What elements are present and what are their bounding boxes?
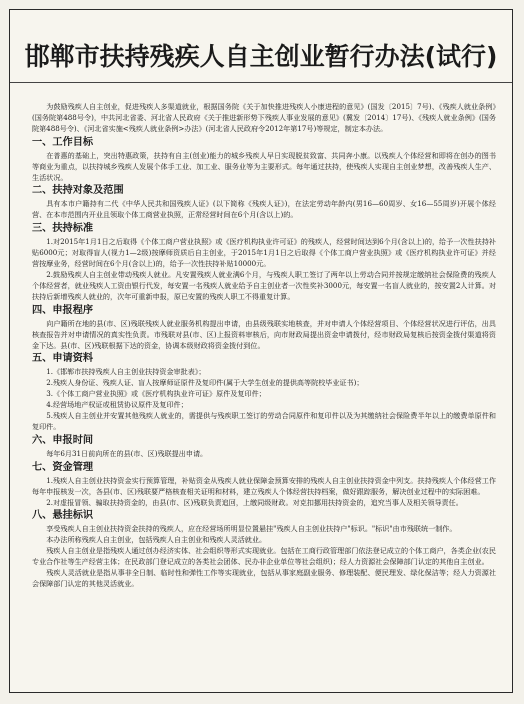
section-heading-deadline: 六、申报时间 (32, 434, 94, 446)
section-heading-materials: 五、申请资料 (32, 353, 94, 365)
section-body-deadline: 每年6月31日前向所在的县(市、区)残联提出申请。 (46, 448, 208, 458)
materials-item: 5.残疾人自主创业并安置其他残疾人就业的，需提供与残疾职工签订的劳动合同原件和复印件以及为其缴纳社会保险费半年以上的缴费单原件和复印件。 (32, 411, 496, 431)
section-heading-standards: 三、扶持标准 (32, 223, 94, 235)
materials-item: 4.经营场地产权证或租赁协议原件及复印件； (46, 400, 188, 410)
section-body-targets: 具有本市户籍持有二代《中华人民共和国残疾人证》(以下简称《残疾人证》)，在法定劳动年龄内(男16—60周岁、女16—55周岁)开展个体经营、在本市范围内开业且领取个体工商营业执照，正常经营时间在6个月(含以上)的。 (32, 199, 496, 220)
standards-item: 2.鼓励残疾人自主创业带动残疾人就业。凡安置残疾人就业满6个月，与残疾人职工签订了两年以上劳动合同并按规定缴纳社会保险费的残疾人个体经营者，就业残疾人工资由银行代发，每安置一名残疾人就业给予自主创业者一次性奖补3000元，每安置一名盲人就业的，按安置2人计算。对扶持后新增残疾人就业的，次年可重新申报，原已安置的残疾人职工不得重复计算。 (32, 269, 496, 301)
intro-paragraph: 为鼓励残疾人自主创业，促进残疾人多渠道就业，根据国务院《关于加快推进残疾人小康进程的意见》(国发〔2015〕7号)、《残疾人就业条例》(国务院第488号令)，中共河北省委、河北省人民政府《关于推进新形势下残疾人事业发展的意见》(冀发〔2014〕17号)、《残疾人就业条例》(国务院第488号令)、《河北省实施<残疾人就业条例>办法》(河北省人民政府令2012年第17号)等规定，制定本办法。 (32, 102, 496, 133)
section-body-goals: 在普惠的基础上，突出特惠政策，扶持有自主(创业)能力的城乡残疾人早日实现脱贫致富、共同奔小康。以残疾人个体经营和即将在创办的图书等商业为重点，以扶持城乡残疾人发展个体手工业、加工业、服务业等为主要形式。每年通过扶持，使残疾人实现自主创业梦想，改善残疾人生产、生活状况。 (32, 150, 496, 182)
funds-item: 1.残疾人自主创业扶持资金实行预算管理，补贴资金从残疾人就业保障金预算安排的残疾人自主创业扶持资金中列支。扶持残疾人个体经营工作每年申报核发一次，各县(市、区)残联要严格核查相关证明和材料，建立残疾人个体经营扶持档案，做好跟踪服务，解决创业过程中的实际困难。 (32, 475, 496, 496)
section-heading-funds: 七、资金管理 (32, 461, 94, 473)
section-heading-signage: 八、悬挂标识 (32, 510, 94, 522)
section-heading-targets: 二、扶持对象及范围 (32, 185, 124, 197)
signage-paragraph: 本办法所称残疾人自主创业，包括残疾人自主创业和残疾人灵活就业。 (46, 535, 267, 545)
materials-item: 2.残疾人身份证、残疾人证、盲人按摩师证原件及复印件(属于大学生创业的提供高等院校毕业证书)； (46, 378, 364, 388)
section-heading-procedure: 四、申报程序 (32, 304, 94, 316)
funds-item: 2.对虚报冒领、骗取扶持资金的，由县(市、区)残联负责追回，上缴同级财政。对克扣挪用扶持资金的，追究当事人及相关领导责任。 (46, 497, 463, 507)
document-page (9, 9, 513, 693)
materials-item: 3.《个体工商户营业执照》或《医疗机构执业许可证》原件及复印件； (46, 389, 266, 399)
signage-paragraph: 残疾人自主创业是指残疾人通过创办经济实体、社会组织等形式实现就业。包括在工商行政管理部门依法登记成立的个体工商户，各类企业(农民专业合作社等生产经营主体；在民政部门登记成立的各类社会团体、民办非企业单位等社会组织)；经人力资源社会保障部门认定的其他自主创业。 (32, 546, 496, 567)
document-title: 邯郸市扶持残疾人自主创业暂行办法(试行) (10, 40, 512, 83)
materials-item: 1.《邯郸市扶持残疾人自主创业扶持资金审批表》； (46, 367, 206, 377)
signage-paragraph: 享受残疾人自主创业扶持资金扶持的残疾人，应在经营场所明显位置悬挂"残疾人自主创业扶持户"标识。"标识"由市残联统一制作。 (46, 524, 457, 534)
standards-item: 1.对2015年1月1日之后取得《个体工商户营业执照》或《医疗机构执业许可证》的残疾人，经营时间达到6个月(含以上)的，给予一次性扶持补贴6000元；对取得盲人(视力1—2级)按摩师资质后自主创业，于2015年1月1日之后取得《个体工商户营业执照》或《医疗机构执业许可证》并经营按摩业务，经营时间在6个月(含以上)的，给予一次性扶持补贴10000元。 (32, 237, 496, 269)
document-body (32, 102, 496, 684)
signage-paragraph: 残疾人灵活就业是指从事非全日制、临时性和弹性工作等实现就业，包括从事家庭副业服务、修理装配、便民理发、绿化保洁等；经人力资源社会保障部门认定的其他灵活就业。 (32, 568, 496, 588)
section-heading-goals: 一、工作目标 (32, 136, 94, 148)
section-body-procedure: 向户籍所在地的县(市、区)残联残疾人就业服务机构提出申请，由县级残联实地核查，并对申请人个体经营项目、个体经营状况进行评估，出具核查报告并对申请情况的真实性负责。市残联对县(市、区)上报资料审核后，向市财政局提出资金申请拨付，经市财政局复核后按资金拨付渠道将资金下达。县(市、区)残联根据下达的资金，协调本级财政将资金拨付到位。 (32, 318, 496, 350)
